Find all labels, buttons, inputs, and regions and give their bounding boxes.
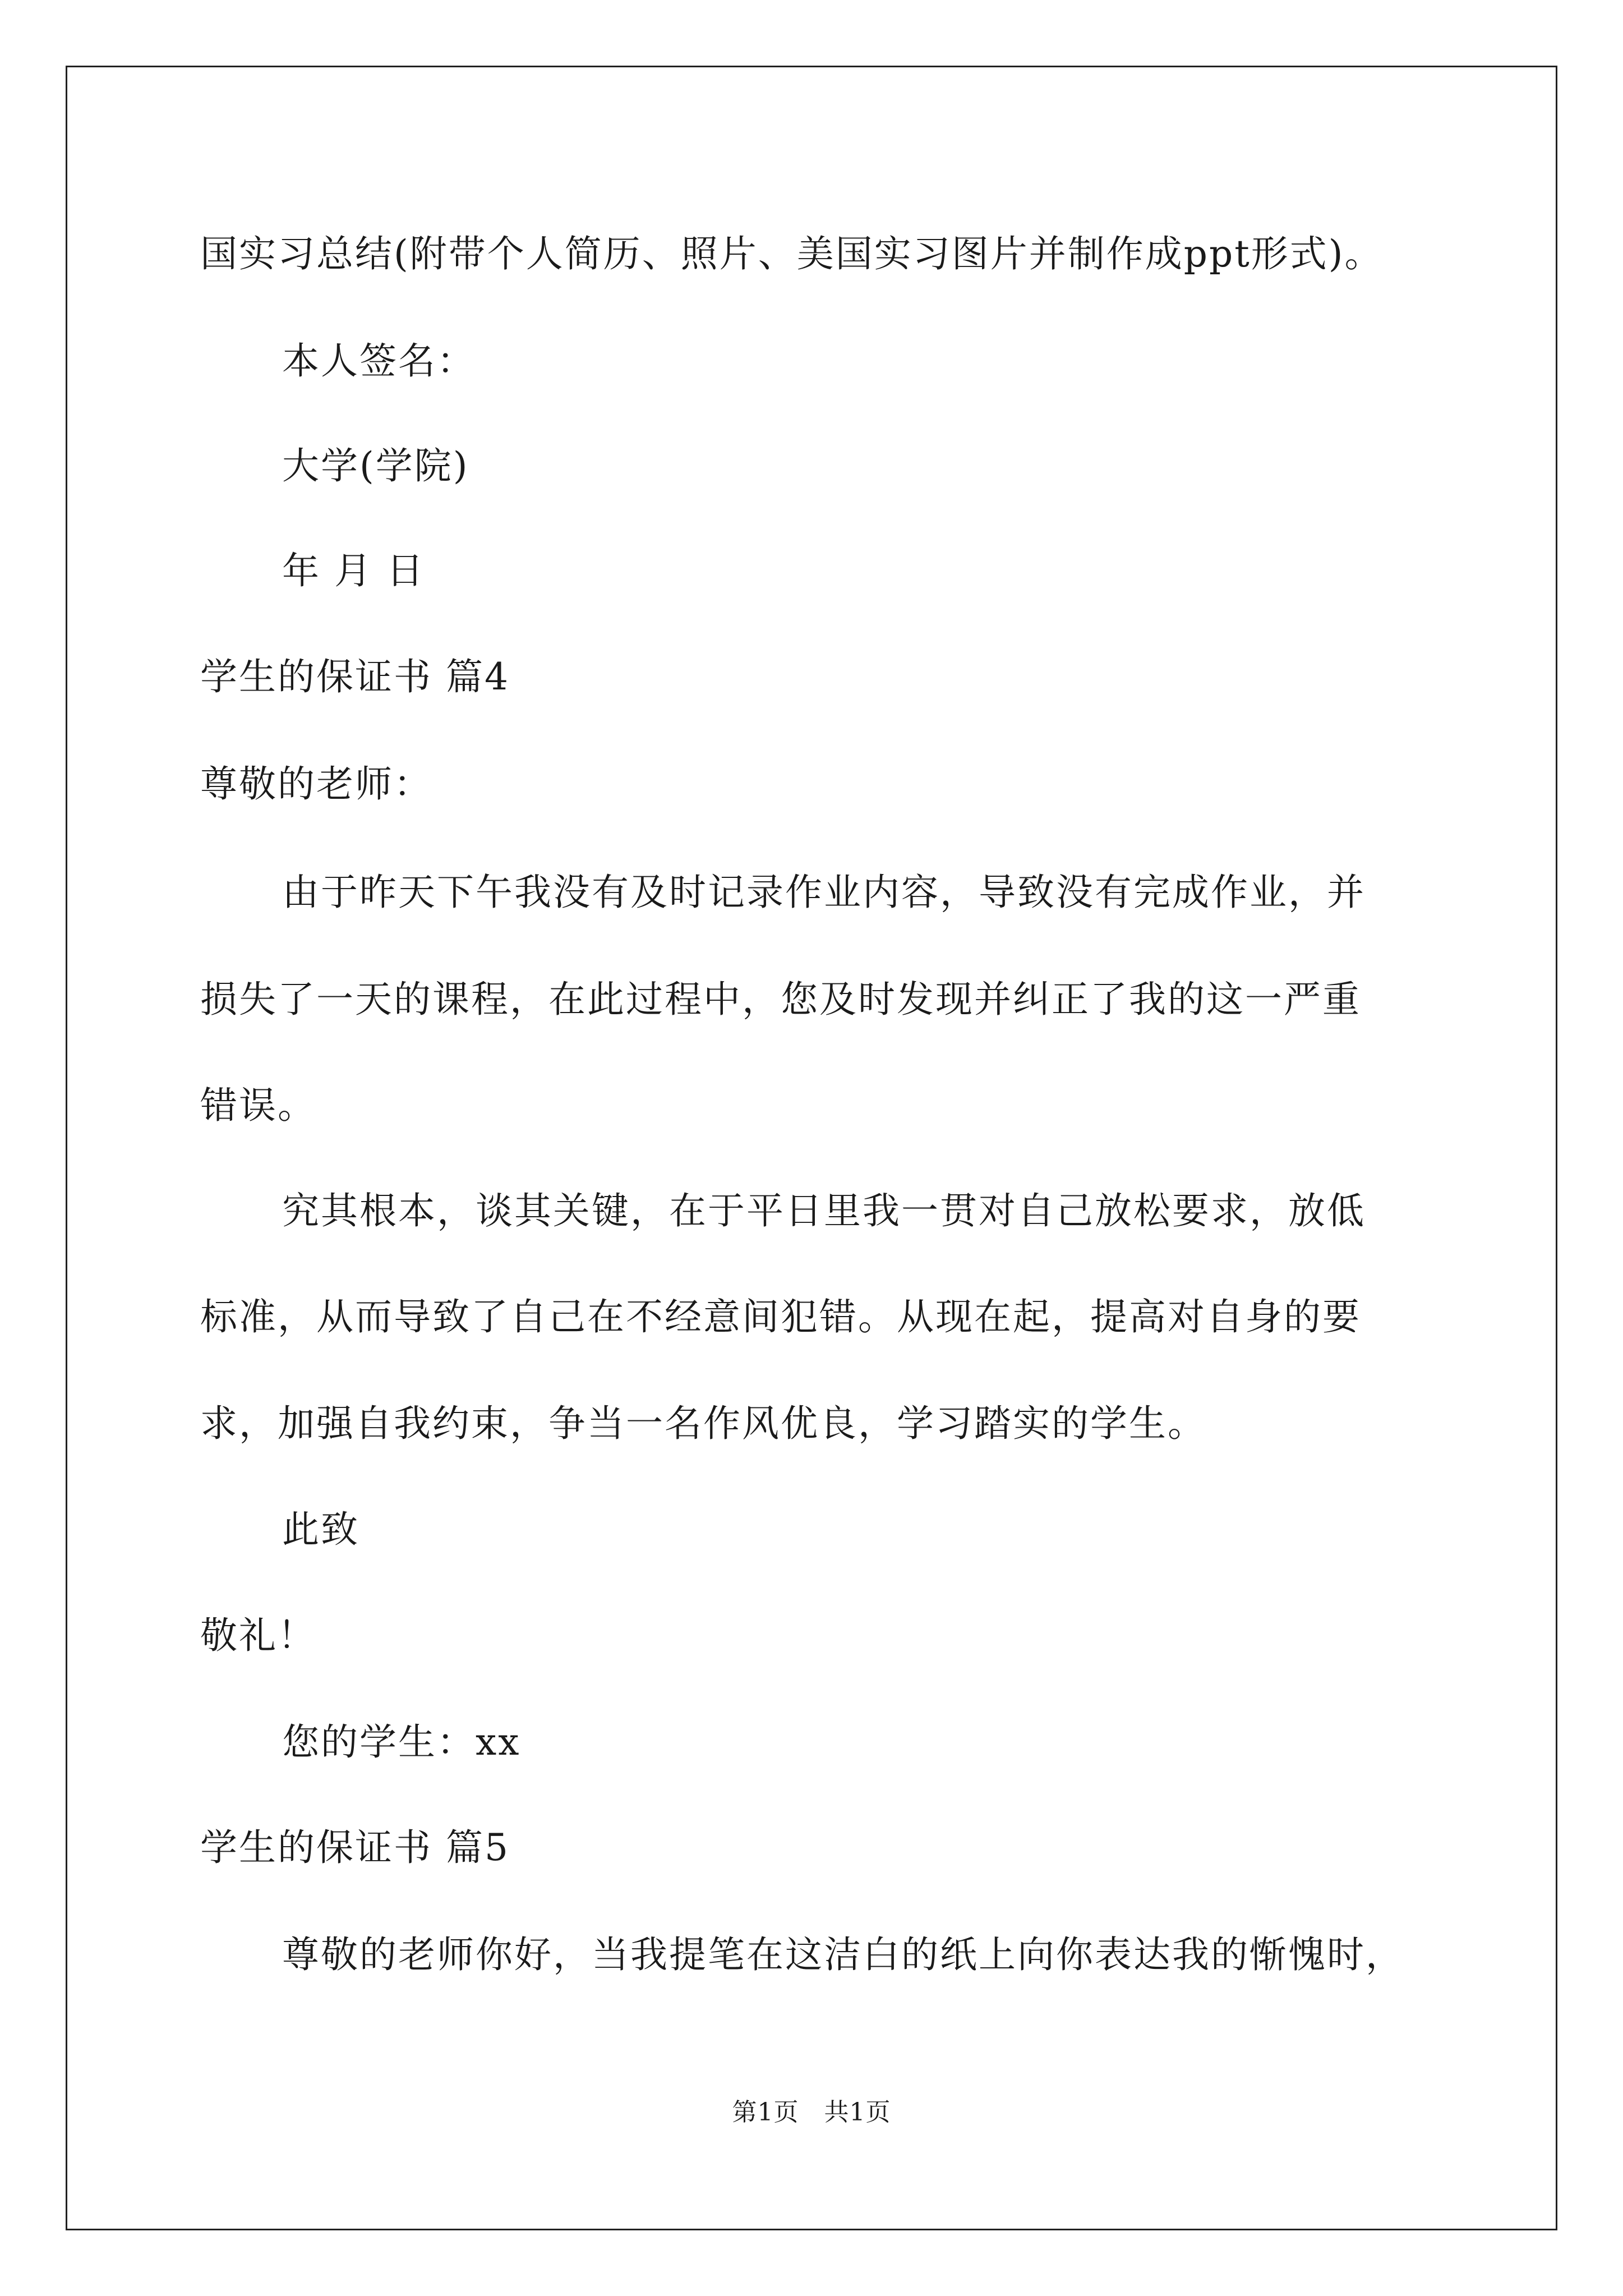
page-footer: 第1页 共1页: [732, 2098, 891, 2127]
salutation: 尊敬的老师：: [200, 762, 432, 806]
text-line: 由于昨天下午我没有及时记录作业内容，导致没有完成作业，并: [282, 871, 1366, 914]
text-line: 错误。: [200, 1084, 316, 1127]
section-heading: 学生的保证书 篇4: [200, 655, 510, 698]
text-line: 究其根本，谈其关键，在于平日里我一贯对自己放松要求，放低: [282, 1189, 1366, 1232]
page-border: [66, 66, 1557, 2230]
closing-line: 此致: [282, 1508, 359, 1551]
signature-label: 本人签名：: [282, 339, 476, 383]
text-line: 尊敬的老师你好，当我提笔在这洁白的纸上向你表达我的惭愧时，: [282, 1933, 1404, 1976]
section-heading: 学生的保证书 篇5: [200, 1826, 510, 1869]
university-label: 大学(学院): [282, 444, 469, 487]
text-line: 国实习总结(附带个人简历、照片、美国实习图片并制作成ppt形式)。: [200, 232, 1384, 275]
text-line: 损失了一天的课程，在此过程中，您及时发现并纠正了我的这一严重: [200, 978, 1361, 1021]
text-line: 标准，从而导致了自己在不经意间犯错。从现在起，提高对自身的要: [200, 1295, 1361, 1338]
closing-regards: 敬礼！: [200, 1614, 316, 1657]
date-label: 年 月 日: [282, 549, 425, 592]
text-line: 求，加强自我约束，争当一名作风优良，学习踏实的学生。: [200, 1402, 1206, 1445]
signature-line: 您的学生：xx: [282, 1720, 521, 1764]
